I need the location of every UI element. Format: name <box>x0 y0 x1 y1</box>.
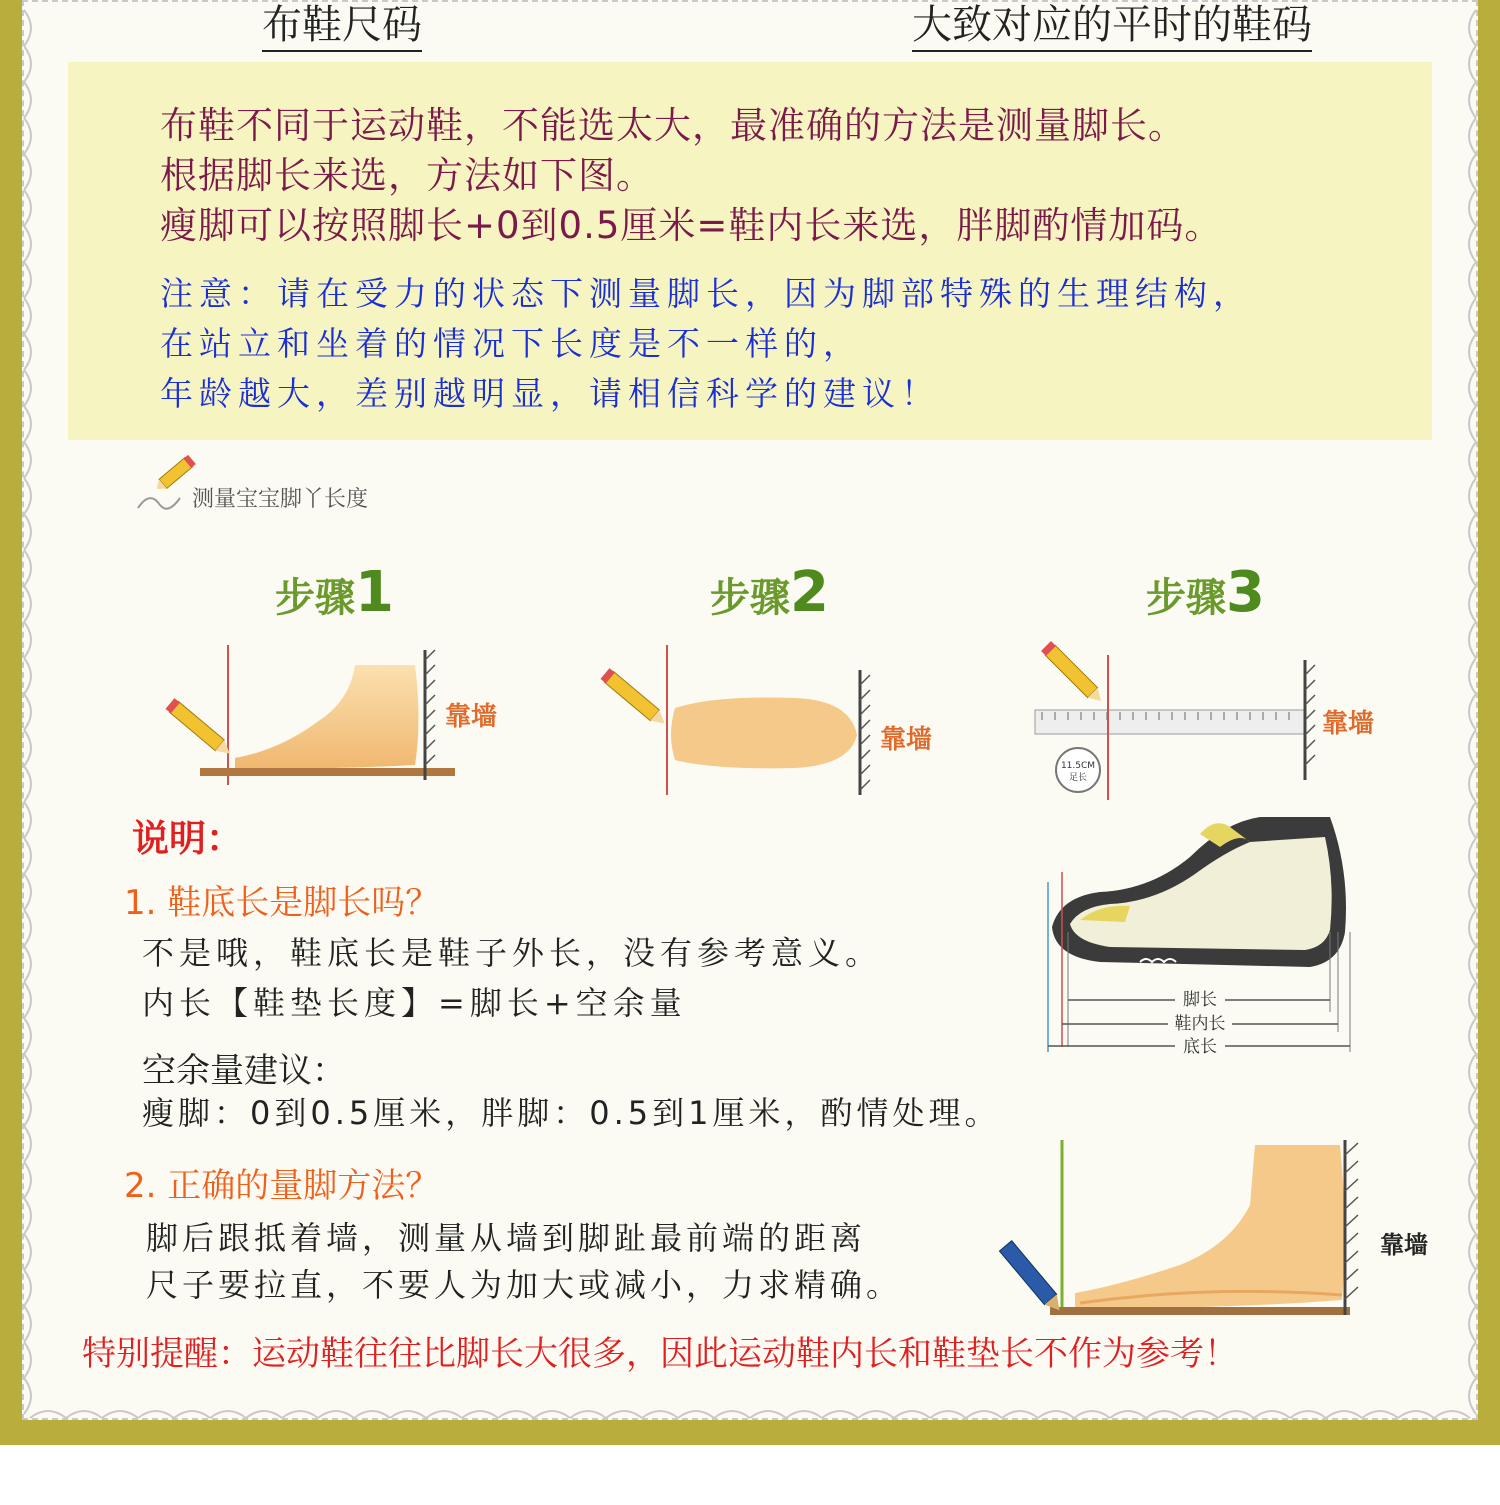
note-line-1: 注意：请在受力的状态下测量脚长，因为脚部特殊的生理结构， <box>160 274 1252 313</box>
step-2-title: 步骤2 <box>710 560 829 625</box>
badge-label-text: 足长 <box>1068 773 1088 783</box>
bottom-wall-label: 靠墙 <box>1380 1231 1428 1259</box>
step-2-illustration <box>595 640 965 800</box>
special-reminder: 特别提醒：运动鞋往往比脚长大很多，因此运动鞋内长和鞋垫长不作为参考！ <box>82 1334 1238 1374</box>
question-1: 1. 鞋底长是脚长吗？ <box>124 883 440 923</box>
space-title: 空余量建议： <box>142 1051 346 1091</box>
measure-caption: 测量宝宝脚丫长度 <box>192 487 369 512</box>
answer-1-line-1: 不是哦，鞋底长是鞋子外长，没有参考意义。 <box>142 934 883 972</box>
intro-line-1: 布鞋不同于运动鞋，不能选太大，最准确的方法是测量脚长。 <box>160 104 1186 147</box>
note-line-2: 在站立和坐着的情况下长度是不一样的， <box>160 324 862 363</box>
step-1-illustration <box>160 640 540 800</box>
intro-line-3: 瘦脚可以按照脚长+0到0.5厘米=鞋内长来选，胖脚酌情加码。 <box>160 204 1223 247</box>
pencil-icon <box>130 450 200 520</box>
step-2-wall-label: 靠墙 <box>880 725 933 755</box>
step-1-title: 步骤1 <box>275 560 394 625</box>
step-3-title: 步骤3 <box>1146 560 1265 625</box>
foot-length-label: 脚长 <box>1183 990 1217 1010</box>
badge-length-text: 11.5CM <box>1060 761 1096 771</box>
answer-1-line-2: 内长【鞋垫长度】=脚长+空余量 <box>142 984 687 1022</box>
foot-wall-illustration <box>990 1135 1440 1325</box>
step-3-illustration <box>1030 640 1410 810</box>
note-line-3: 年龄越大，差别越明显，请相信科学的建议！ <box>160 374 940 413</box>
explain-title: 说明： <box>132 817 243 860</box>
step-3-wall-label: 靠墙 <box>1322 709 1375 739</box>
step-1-wall-label: 靠墙 <box>445 702 498 732</box>
intro-line-2: 根据脚长来选，方法如下图。 <box>160 154 654 197</box>
shoe-length-diagram <box>1040 812 1370 1062</box>
space-text: 瘦脚：0到0.5厘米，胖脚：0.5到1厘米，酌情处理。 <box>142 1094 1001 1132</box>
sole-length-label: 底长 <box>1183 1037 1217 1057</box>
header-tab-cloth-shoe-size: 布鞋尺码 <box>262 0 422 52</box>
inner-length-label: 鞋内长 <box>1174 1014 1226 1034</box>
header-tab-equivalent-size: 大致对应的平时的鞋码 <box>912 0 1312 52</box>
question-2: 2. 正确的量脚方法？ <box>124 1166 440 1206</box>
answer-2-line-2: 尺子要拉直，不要人为加大或减小，力求精确。 <box>146 1266 903 1304</box>
answer-2-line-1: 脚后跟抵着墙，测量从墙到脚趾最前端的距离 <box>146 1219 867 1257</box>
